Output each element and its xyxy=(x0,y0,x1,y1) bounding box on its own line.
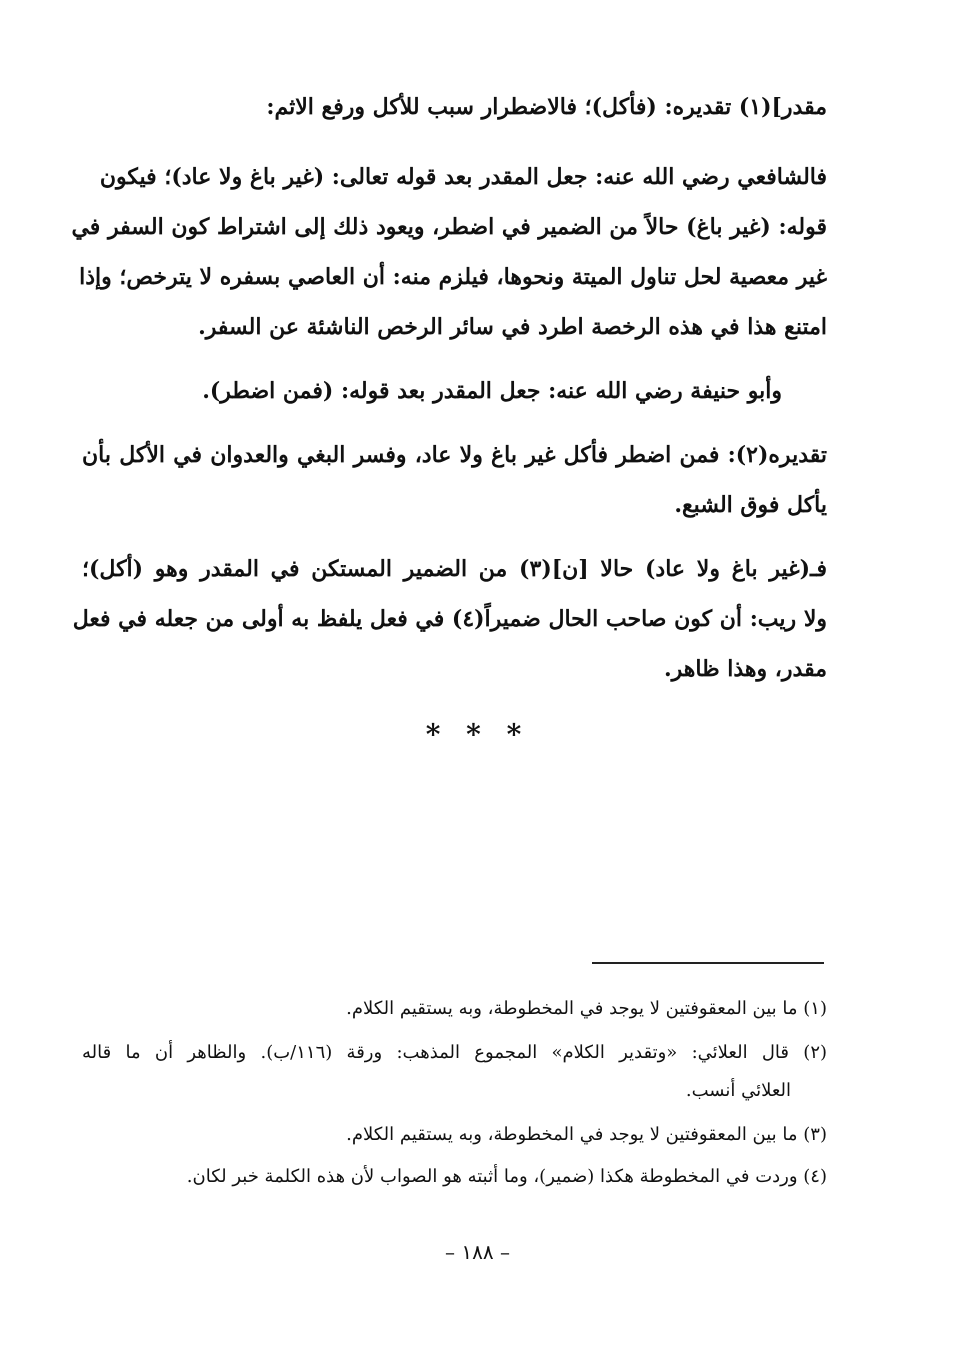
body-line: ولا ريب: أن كون صاحب الحال ضميراً(٤) في فعل يلفظ به أولى من جعله في فعل xyxy=(72,606,827,632)
body-line: غير معصية لحل تناول الميتة ونحوها، فيلزم منه: أن العاصي بسفره لا يترخص؛ وإذا xyxy=(79,264,827,290)
body-line: مقدر، وهذا ظاهر. xyxy=(663,656,827,682)
page-number: – ١٨٨ – xyxy=(445,1240,510,1264)
body-line: فـ(غير باغ ولا عاد) حالا [ن](٣) من الضمير المستكن في المقدر وهو (أكل)؛ xyxy=(82,556,828,582)
body-line: قوله: (غير باغ) حالاً من الضمير في اضطر، ويعود ذلك إلى اشتراط كون السفر في xyxy=(71,214,827,240)
body-line: يأكل فوق الشبع. xyxy=(674,492,827,518)
footnote-3: (٣) ما بين المعقوفتين لا يوجد في المخطوطة، وبه يستقيم الكلام. xyxy=(346,1124,827,1145)
body-line: تقديره(٢): فمن اضطر فأكل غير باغ ولا عاد، وفسر البغي والعدوان في الأكل بأن xyxy=(82,442,827,468)
footnote-1: (١) ما بين المعقوفتين لا يوجد في المخطوطة، وبه يستقيم الكلام. xyxy=(346,998,827,1019)
footnote-2: (٢) قال العلائي: «وتقدير الكلام» المجموع المذهب: ورقة (١١٦/ب). والظاهر أن ما قاله xyxy=(82,1042,828,1063)
footnote-2-continuation: العلائي أنسب. xyxy=(685,1080,791,1101)
section-separator: * * * xyxy=(425,718,530,751)
body-line: وأبو حنيفة رضي الله عنه: جعل المقدر بعد قوله: (فمن اضطر). xyxy=(202,378,782,404)
body-line: فالشافعي رضي الله عنه: جعل المقدر بعد قوله تعالى: (غير باغ ولا عاد)؛ فيكون xyxy=(99,164,827,190)
body-line: مقدر](١) تقديره: (فأكل)؛ فالاضطرار سبب للأكل ورفع الاثم: xyxy=(266,94,827,120)
body-line: امتنع هذا في هذه الرخصة اطرد في سائر الرخص الناشئة عن السفر. xyxy=(198,314,827,340)
footnote-divider xyxy=(592,962,824,964)
footnote-4: (٤) وردت في المخطوطة هكذا (ضمير)، وما أثبته هو الصواب لأن هذه الكلمة خبر لكان. xyxy=(186,1166,827,1187)
